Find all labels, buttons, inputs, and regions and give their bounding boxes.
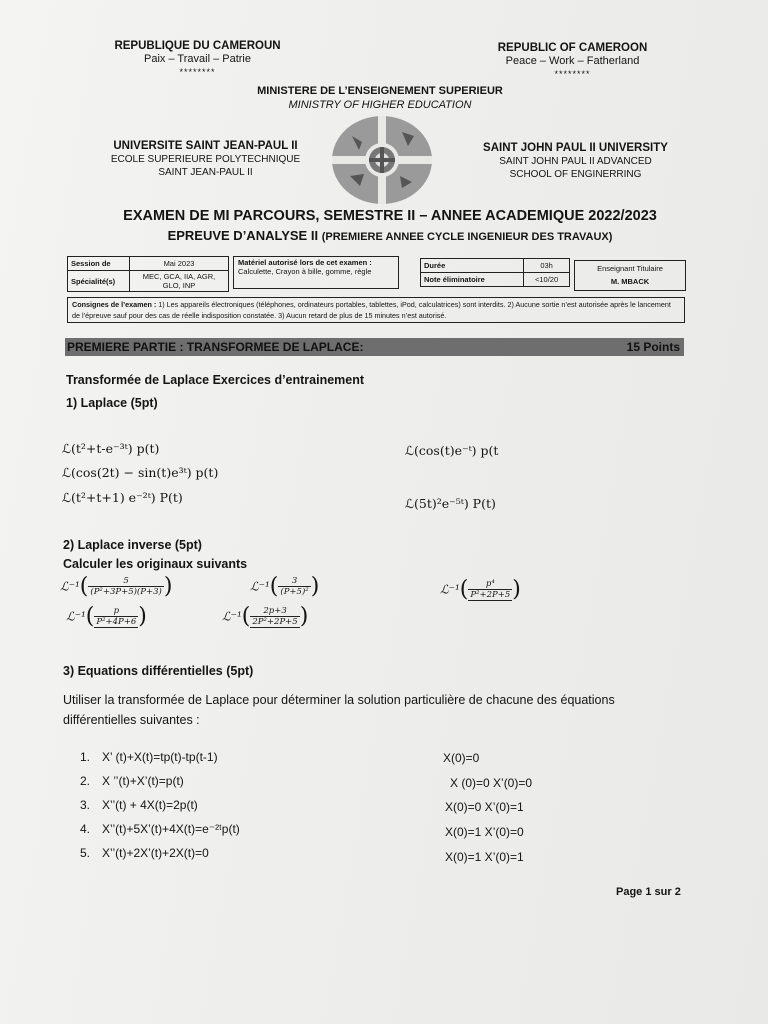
frac-den: P²+4P+6 <box>96 616 137 627</box>
inverse-item-1: ℒ⁻¹( $\frac{5}{\text{(P²+3P+5)(P+3)}}$ ) <box>60 574 173 599</box>
duree-label: Durée <box>421 259 524 273</box>
equation-item <box>80 774 460 798</box>
equation-text: X’’(t) + 4X(t)=2p(t) <box>102 798 198 812</box>
stars-fr: ******** <box>179 67 216 77</box>
ministry-en: MINISTRY OF HIGHER EDUCATION <box>288 99 472 111</box>
inverse-operator: ℒ⁻¹ <box>66 609 86 624</box>
materiel-box <box>233 256 399 289</box>
inverse-operator: ℒ⁻¹ <box>440 582 460 597</box>
consignes-label: Consignes de l’examen : <box>72 300 157 309</box>
equation-text: X ’’(t)+X’(t)=p(t) <box>102 774 184 788</box>
inverse-item-4: ℒ⁻¹( $\frac{p}{\text{P²+4P+6}}$ ) <box>66 604 147 629</box>
laplace-item-5: ℒ(5t)²e⁻⁵ᵗ) P(t) <box>405 496 496 511</box>
subject-name: EPREUVE D’ANALYSE II <box>167 228 319 243</box>
equation-text: X’ (t)+X(t)=tp(t)-tp(t-1) <box>102 750 218 764</box>
university-left <box>98 140 313 179</box>
ministry <box>230 84 530 112</box>
logo-emblem-icon <box>330 114 434 206</box>
session-label: Session de <box>68 257 130 271</box>
header-right <box>470 42 675 81</box>
equations-list <box>80 750 460 870</box>
part2-sub: Calculer les originaux suivants <box>63 557 248 571</box>
enseignant-box <box>574 260 686 291</box>
equation-number: 3. <box>80 798 91 812</box>
frac-num: 5 <box>88 576 163 587</box>
frac-den: (P²+3P+5)(P+3) <box>90 587 162 597</box>
university-right <box>468 142 683 181</box>
university-logo <box>330 114 434 206</box>
frac-num: 3 <box>278 576 310 587</box>
country-fr: REPUBLIQUE DU CAMEROUN <box>114 40 281 52</box>
stars-en: ******** <box>554 69 591 79</box>
laplace-item-4: ℒ(cos(t)e⁻ᵗ) p(t <box>405 443 499 458</box>
frac-num: p⁴ <box>468 579 512 590</box>
duree-table <box>420 258 570 287</box>
inverse-item-3: ℒ⁻¹( $\frac{\text{p⁴}}{\text{P²+2P+5}}$ ) <box>440 577 521 602</box>
part1-intro: Transformée de Laplace Exercices d’entrainement <box>66 373 365 387</box>
condition-5: X(0)=1 X’(0)=1 <box>445 850 524 864</box>
school-fr: ECOLE SUPERIEURE POLYTECHNIQUE <box>110 154 301 165</box>
inverse-operator: ℒ⁻¹ <box>222 609 242 624</box>
university-name-en: SAINT JOHN PAUL II UNIVERSITY <box>483 142 668 154</box>
enseignant-label: Enseignant Titulaire <box>597 264 663 273</box>
school-en: SAINT JOHN PAUL II ADVANCED <box>499 156 652 167</box>
frac-den: P²+2P+5 <box>470 589 511 600</box>
specialite-label: Spécialité(s) <box>68 271 130 292</box>
condition-1: X(0)=0 <box>443 751 480 765</box>
laplace-item-1: ℒ(t²+t-e⁻³ᵗ) p(t) <box>62 441 160 456</box>
header-left <box>95 40 300 79</box>
laplace-item-3: ℒ(t²+t+1) e⁻²ᵗ) P(t) <box>62 490 183 505</box>
equation-number: 2. <box>80 774 91 788</box>
equation-text: X’’(t)+2X’(t)+2X(t)=0 <box>102 846 209 860</box>
note-value: <10/20 <box>524 273 570 287</box>
inverse-item-5: ℒ⁻¹( $\frac{2p+3}{\text{2P²+2P+5}}$ ) <box>222 604 309 629</box>
motto-en: Peace – Work – Fatherland <box>505 55 640 67</box>
inverse-item-2: ℒ⁻¹( $\frac{3}{\text{(P+5)²}}$ ) <box>250 574 320 599</box>
part2-heading: 2) Laplace inverse (5pt) <box>63 538 202 552</box>
exam-title: EXAMEN DE MI PARCOURS, SEMESTRE II – ANNEE ACADEMIQUE 2022/2023 <box>123 208 657 224</box>
consignes-box <box>67 297 685 323</box>
inverse-operator: ℒ⁻¹ <box>60 579 80 594</box>
consignes-text: 1) Les appareils électroniques (téléphones, ordinateurs portables, tablettes, iPod, calculatrices) sont interdits. 2) Aucune sortie n’est autorisée après le lancement de l’épreuve sauf pour des cas de réelle indisposition constatée. 3) Aucun retard de plus de 15 minutes n’est autorisé. <box>72 300 671 320</box>
exam-subtitle <box>70 228 710 243</box>
equation-item <box>80 750 460 774</box>
materiel-value: Calculette, Crayon à bille, gomme, règle <box>238 267 372 276</box>
note-label: Note éliminatoire <box>421 273 524 287</box>
enseignant-value: M. MBACK <box>610 277 650 286</box>
equation-item <box>80 798 460 822</box>
part3-instruction-1: Utiliser la transformée de Laplace pour déterminer la solution particulière de chacune des équations <box>63 693 615 707</box>
equation-text: X’’(t)+5X’(t)+4X(t)=e⁻²ᵗp(t) <box>102 822 240 836</box>
part1-heading: 1) Laplace (5pt) <box>66 396 158 410</box>
part3-heading: 3) Equations différentielles (5pt) <box>63 664 254 678</box>
university-name-fr: UNIVERSITE SAINT JEAN-PAUL II <box>113 140 298 152</box>
motto-fr: Paix – Travail – Patrie <box>144 53 251 65</box>
condition-2: X (0)=0 X’(0)=0 <box>450 776 533 790</box>
ministry-fr: MINISTERE DE L’ENSEIGNEMENT SUPERIEUR <box>257 85 503 97</box>
materiel-label: Matériel autorisé lors de cet examen : <box>238 258 372 267</box>
session-value: Mai 2023 <box>130 257 229 271</box>
condition-3: X(0)=0 X’(0)=1 <box>445 800 524 814</box>
part3-instruction-2: différentielles suivantes : <box>63 713 200 727</box>
section-bar <box>65 338 684 356</box>
equation-number: 5. <box>80 846 91 860</box>
frac-num: p <box>94 606 138 617</box>
school-fr-2: SAINT JEAN-PAUL II <box>158 167 253 178</box>
laplace-item-2: ℒ(cos(2t) − sin(t)e³ᵗ) p(t) <box>62 465 219 480</box>
frac-num: 2p+3 <box>250 606 299 617</box>
duree-value: 03h <box>524 259 570 273</box>
subject-level: (PREMIERE ANNEE CYCLE INGENIEUR DES TRAVAUX) <box>321 231 613 243</box>
specialite-value: MEC, GCA, IIA, AGR, GLO, INP <box>130 271 229 292</box>
equation-item <box>80 846 460 870</box>
page-number: Page 1 sur 2 <box>616 886 681 898</box>
equation-item <box>80 822 460 846</box>
frac-den: 2P²+2P+5 <box>252 616 298 627</box>
equation-number: 1. <box>80 750 91 764</box>
condition-4: X(0)=1 X’(0)=0 <box>445 825 524 839</box>
country-en: REPUBLIC OF CAMEROON <box>497 42 648 54</box>
session-table <box>67 256 229 292</box>
inverse-operator: ℒ⁻¹ <box>250 579 270 594</box>
section-title: PREMIERE PARTIE : TRANSFORMEE DE LAPLACE: <box>67 340 364 354</box>
equation-number: 4. <box>80 822 91 836</box>
frac-den: (P+5)² <box>280 587 309 597</box>
section-points: 15 Points <box>626 340 680 354</box>
school-en-2: SCHOOL OF ENGINERRING <box>509 169 642 180</box>
